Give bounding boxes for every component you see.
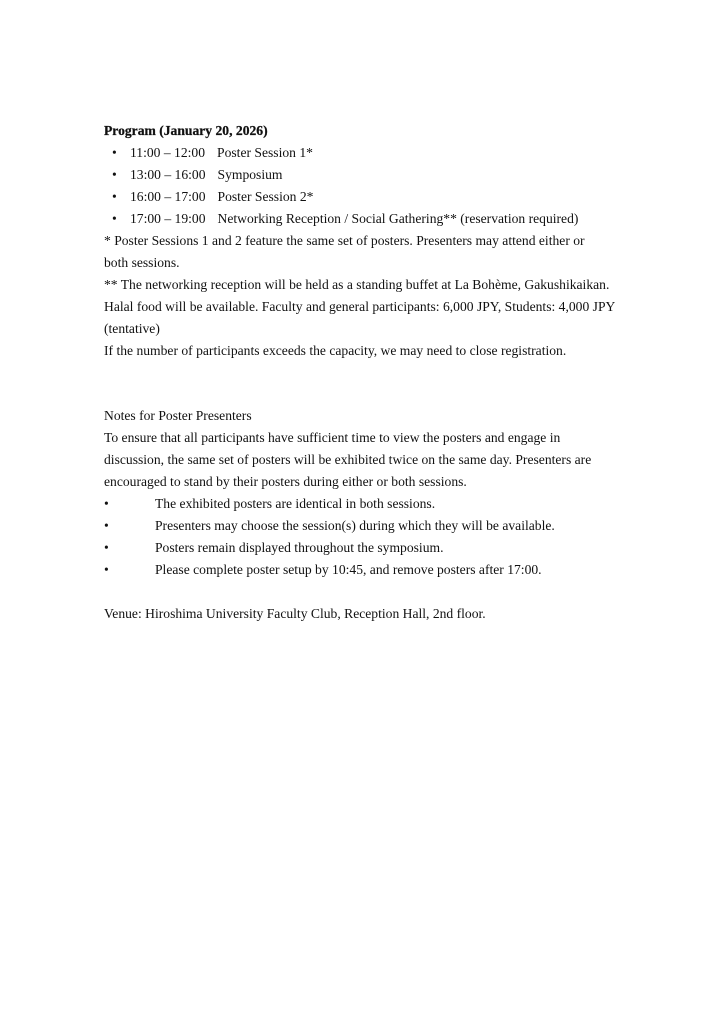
notes-item-text: Presenters may choose the session(s) during which they will be available. [155,518,555,533]
bullet-icon: • [112,211,117,226]
bullet-icon: • [104,518,109,533]
program-time: 11:00 – 12:00 [130,145,206,160]
program-time: 17:00 – 19:00 [130,211,206,226]
footnote-line: both sessions. [104,255,180,270]
notes-item-text: The exhibited posters are identical in both sessions. [155,496,436,511]
program-label: Poster Session 2* [217,189,314,204]
bullet-icon: • [112,167,117,182]
notes-intro-line: To ensure that all participants have sufficient time to view the posters and engage in [104,430,561,445]
program-label: Poster Session 1* [217,145,313,160]
program-item [112,142,313,164]
venue-text: Venue: Hiroshima University Faculty Club, Reception Hall, 2nd floor. [104,606,486,621]
bullet-icon: • [104,562,109,577]
notes-list-item [104,559,542,581]
program-item [112,186,313,208]
program-heading: Program (January 20, 2026) [104,123,268,138]
notes-list-item [104,537,443,559]
notes-list-item [104,493,435,515]
program-time: 16:00 – 17:00 [130,189,206,204]
notes-item-text: Please complete poster setup by 10:45, and remove posters after 17:00. [155,562,542,577]
bullet-icon: • [112,145,117,160]
footnote-line: (tentative) [104,321,160,336]
program-label: Symposium [217,167,283,182]
program-time: 13:00 – 16:00 [130,167,206,182]
footnote-line: Halal food will be available. Faculty and general participants: 6,000 JPY, Students: 4,000 JPY [104,299,616,314]
program-item [112,164,283,186]
bullet-icon: • [104,496,109,511]
program-label: Networking Reception / Social Gathering** (reservation required) [217,211,579,226]
bullet-icon: • [104,540,109,555]
bullet-icon: • [112,189,117,204]
footnote-line: ** The networking reception will be held as a standing buffet at La Bohème, Gakushikaikan. [104,277,610,292]
notes-intro-line: encouraged to stand by their posters during either or both sessions. [104,474,467,489]
footnote-line: * Poster Sessions 1 and 2 feature the same set of posters. Presenters may attend either or [104,233,585,248]
notes-intro-line: discussion, the same set of posters will be exhibited twice on the same day. Presenters are [104,452,592,467]
footnote-line: If the number of participants exceeds the capacity, we may need to close registration. [104,343,567,358]
program-item [112,208,578,230]
notes-heading: Notes for Poster Presenters [104,408,252,423]
notes-list-item [104,515,555,537]
notes-item-text: Posters remain displayed throughout the symposium. [155,540,444,555]
